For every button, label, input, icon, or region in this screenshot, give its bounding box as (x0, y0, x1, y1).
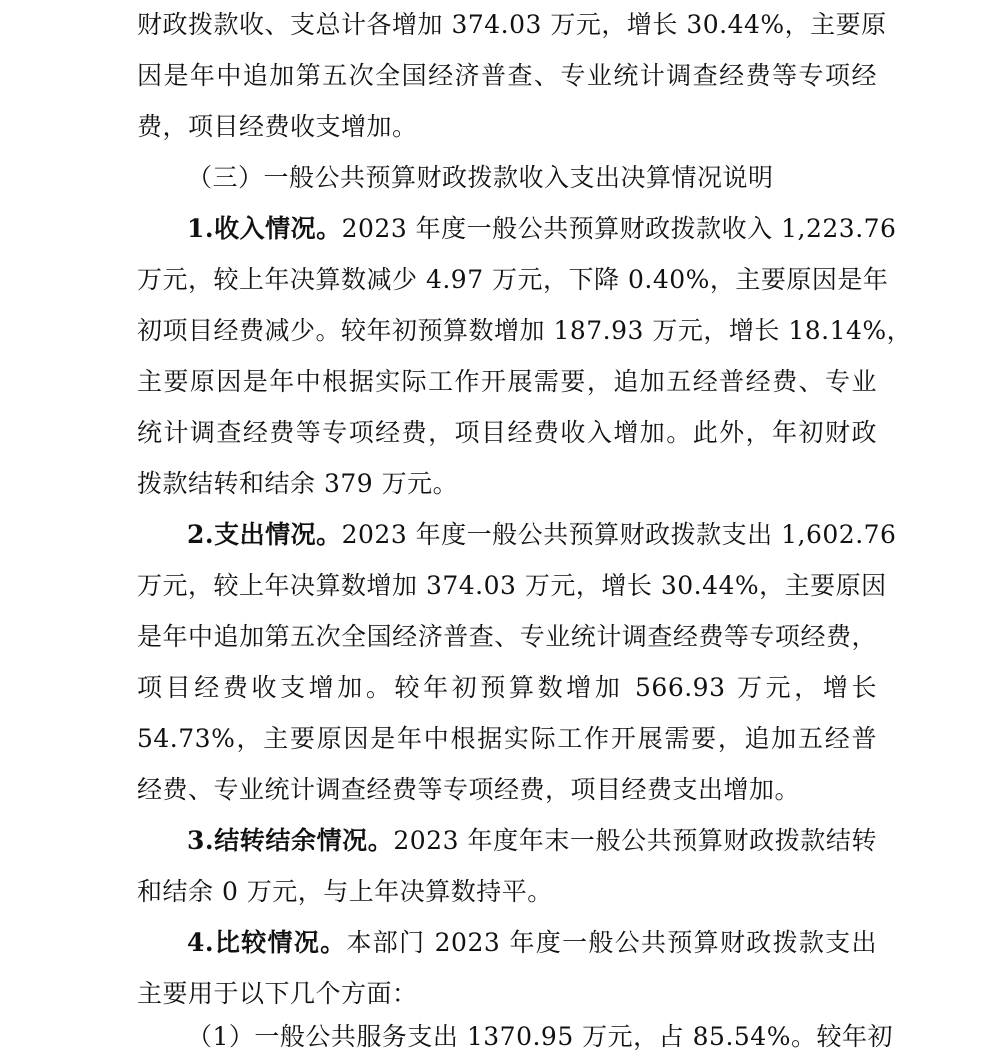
text-line: 经费、专业统计调查经费等专项经费，项目经费支出增加。 (137, 775, 801, 804)
text-line: 万元，较上年决算数减少 4.97 万元，下降 0.40%，主要原因是年 (137, 265, 889, 294)
text-line: 是年中追加第五次全国经济普查、专业统计调查经费等专项经费， (137, 622, 877, 651)
text-line: 主要原因是年中根据实际工作开展需要，追加五经普经费、专业 (137, 367, 877, 396)
balance-label: 3.结转结余情况。 (187, 826, 394, 855)
text-line: 项目经费收支增加。较年初预算数增加 566.93 万元，增长 (137, 673, 877, 702)
text-line: 54.73%，主要原因是年中根据实际工作开展需要，追加五经普 (137, 724, 877, 753)
text-line: 拨款结转和结余 379 万元。 (137, 469, 459, 498)
compare-label: 4.比较情况。 (187, 928, 347, 957)
text-line: 统计调查经费等专项经费，项目经费收入增加。此外，年初财政 (137, 418, 877, 447)
expense-label: 2.支出情况。 (187, 520, 342, 549)
paragraph-balance-first-line (187, 816, 877, 866)
text-line: 财政拨款收、支总计各增加 374.03 万元，增长 30.44%，主要原 (137, 10, 887, 39)
compare-text: 本部门 2023 年度一般公共预算财政拨款支出 (346, 928, 877, 957)
list-item-general-public-service: （1）一般公共服务支出 1370.95 万元，占 85.54%。较年初 (187, 1022, 893, 1051)
text-line: 和结余 0 万元，与上年决算数持平。 (137, 877, 553, 906)
text-line: 因是年中追加第五次全国经济普查、专业统计调查经费等专项经 (137, 61, 877, 90)
expense-text: 2023 年度一般公共预算财政拨款支出 1,602.76 (341, 520, 897, 549)
text-line: 初项目经费减少。较年初预算数增加 187.93 万元，增长 18.14%， (137, 316, 913, 345)
income-text: 2023 年度一般公共预算财政拨款收入 1,223.76 (341, 214, 897, 243)
section-heading: （三）一般公共预算财政拨款收入支出决算情况说明 (187, 163, 774, 192)
paragraph-compare-first-line (187, 918, 877, 968)
paragraph-expense-first-line (187, 510, 897, 560)
paragraph-income-first-line (187, 204, 897, 254)
text-line: 万元，较上年决算数增加 374.03 万元，增长 30.44%，主要原因 (137, 571, 887, 600)
balance-text: 2023 年度年末一般公共预算财政拨款结转 (393, 826, 877, 855)
income-label: 1.收入情况。 (187, 214, 342, 243)
text-line: 费，项目经费收支增加。 (137, 112, 418, 141)
text-line: 主要用于以下几个方面： (137, 979, 418, 1008)
